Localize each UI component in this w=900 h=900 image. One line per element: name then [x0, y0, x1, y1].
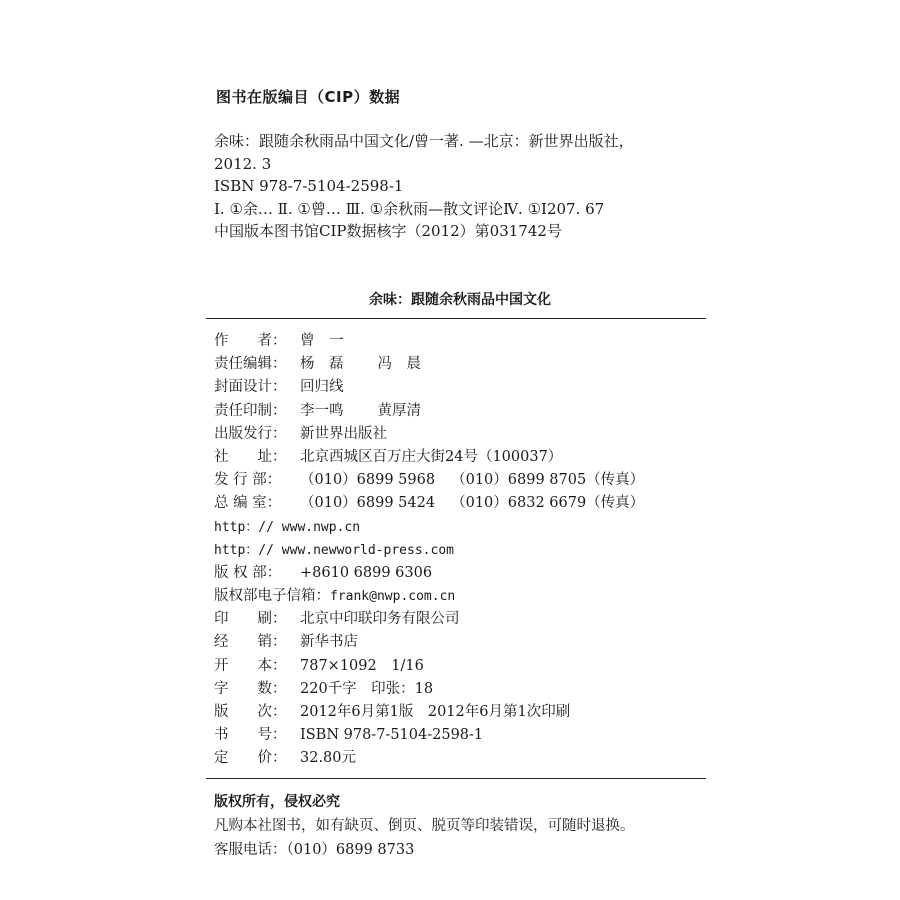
- divider-bottom: [206, 778, 706, 779]
- rights-reserved: 版权所有，侵权必究: [214, 794, 340, 810]
- cover-design-value: 回归线: [300, 379, 344, 396]
- copyright-dept-label: 版 权 部：: [214, 564, 282, 581]
- colophon-row-format: [214, 655, 706, 678]
- author-label: 作 者：: [214, 333, 287, 349]
- distribution-label: 发 行 部：: [214, 472, 282, 489]
- cip-line-classification: Ⅰ. ①余… Ⅱ. ①曾… Ⅲ. ①余秋雨—散文评论Ⅳ. ①I207. 67: [214, 199, 605, 218]
- editorial-phone: （010）6899 5424: [300, 495, 436, 512]
- colophon-row-url-1: [214, 516, 706, 539]
- word-count-value: 220千字 印张：18: [300, 680, 434, 697]
- price-label: 定 价：: [214, 750, 287, 767]
- distributor-label: 经 销：: [214, 634, 287, 651]
- book-title: 余味：跟随余秋雨品中国文化: [369, 292, 551, 308]
- cip-line-isbn: ISBN 978-7-5104-2598-1: [214, 177, 404, 195]
- editor-1: 杨 磊: [300, 356, 344, 373]
- cip-heading: 图书在版编目（CIP）数据: [216, 88, 401, 106]
- copyright-email-value: frank@nwp.com.cn: [330, 589, 456, 605]
- isbn-label: 书 号：: [214, 727, 287, 744]
- publisher-value: 新世界出版社: [300, 425, 387, 442]
- return-notice: 凡购本社图书，如有缺页、倒页、脱页等印装错误，可随时退换。: [214, 818, 635, 834]
- printer-value: 北京中印联印务有限公司: [300, 611, 460, 628]
- editorial-label: 总 编 室：: [214, 495, 282, 512]
- format-label: 开 本：: [214, 657, 287, 674]
- distribution-phone: （010）6899 5968: [300, 472, 436, 489]
- address-value: 北京西城区百万庄大街24号（100037）: [300, 448, 563, 465]
- colophon: [214, 330, 706, 771]
- colophon-row-cover-design: [214, 376, 706, 399]
- colophon-row-url-2: [214, 539, 706, 562]
- colophon-row-price: [214, 747, 706, 770]
- printer-label: 印 刷：: [214, 611, 287, 628]
- editors-label: 责任编辑：: [214, 356, 287, 373]
- colophon-row-address: [214, 446, 706, 469]
- colophon-row-editors: [214, 353, 706, 376]
- editor-2: 冯 晨: [377, 356, 421, 373]
- cip-line-record: 中国版本图书馆CIP数据核字（2012）第031742号: [214, 222, 562, 240]
- colophon-row-distributor: [214, 631, 706, 654]
- colophon-row-printer: [214, 608, 706, 631]
- customer-service: 客服电话：（010）6899 8733: [214, 842, 415, 858]
- colophon-row-isbn: [214, 724, 706, 747]
- editorial-fax: （010）6832 6679（传真）: [451, 495, 645, 512]
- author-value: 曾 一: [300, 333, 344, 349]
- cover-design-label: 封面设计：: [214, 379, 287, 396]
- print-supervisor-2: 黄厚清: [377, 402, 421, 419]
- colophon-row-copyright-dept: [214, 562, 706, 585]
- edition-value: 2012年6月第1版 2012年6月第1次印刷: [300, 704, 571, 720]
- cip-line-title: 余味：跟随余秋雨品中国文化/曾一著. —北京：新世界出版社，: [214, 132, 634, 150]
- edition-label: 版 次：: [214, 704, 287, 720]
- cip-line-date: 2012. 3: [214, 154, 272, 173]
- colophon-row-editorial: [214, 492, 706, 515]
- distributor-value: 新华书店: [300, 634, 358, 651]
- price-value: 32.80元: [300, 750, 357, 767]
- colophon-row-edition: [214, 701, 706, 724]
- divider-top: [206, 318, 706, 319]
- colophon-row-distribution: [214, 469, 706, 492]
- print-supervisor-1: 李一鸣: [300, 402, 344, 419]
- address-label: 社 址：: [214, 448, 287, 465]
- colophon-row-publisher: [214, 423, 706, 446]
- distribution-fax: （010）6899 8705（传真）: [451, 472, 645, 489]
- url-2: http：// www.newworld-press.com: [214, 542, 454, 558]
- publisher-label: 出版发行：: [214, 425, 287, 442]
- colophon-row-copyright-email: [214, 585, 706, 608]
- colophon-row-author: [214, 330, 706, 353]
- print-supervisor-label: 责任印制：: [214, 402, 287, 419]
- isbn-value: ISBN 978-7-5104-2598-1: [300, 727, 484, 744]
- format-value: 787×1092 1/16: [300, 657, 424, 674]
- colophon-row-print-supervisor: [214, 400, 706, 423]
- cip-data-block: [214, 130, 714, 243]
- word-count-label: 字 数：: [214, 680, 287, 697]
- footer: [214, 790, 714, 862]
- url-1: http：// www.nwp.cn: [214, 519, 361, 535]
- colophon-row-word-count: [214, 678, 706, 701]
- copyright-dept-value: +8610 6899 6306: [300, 564, 433, 581]
- copyright-email-label: 版权部电子信箱：: [214, 588, 330, 605]
